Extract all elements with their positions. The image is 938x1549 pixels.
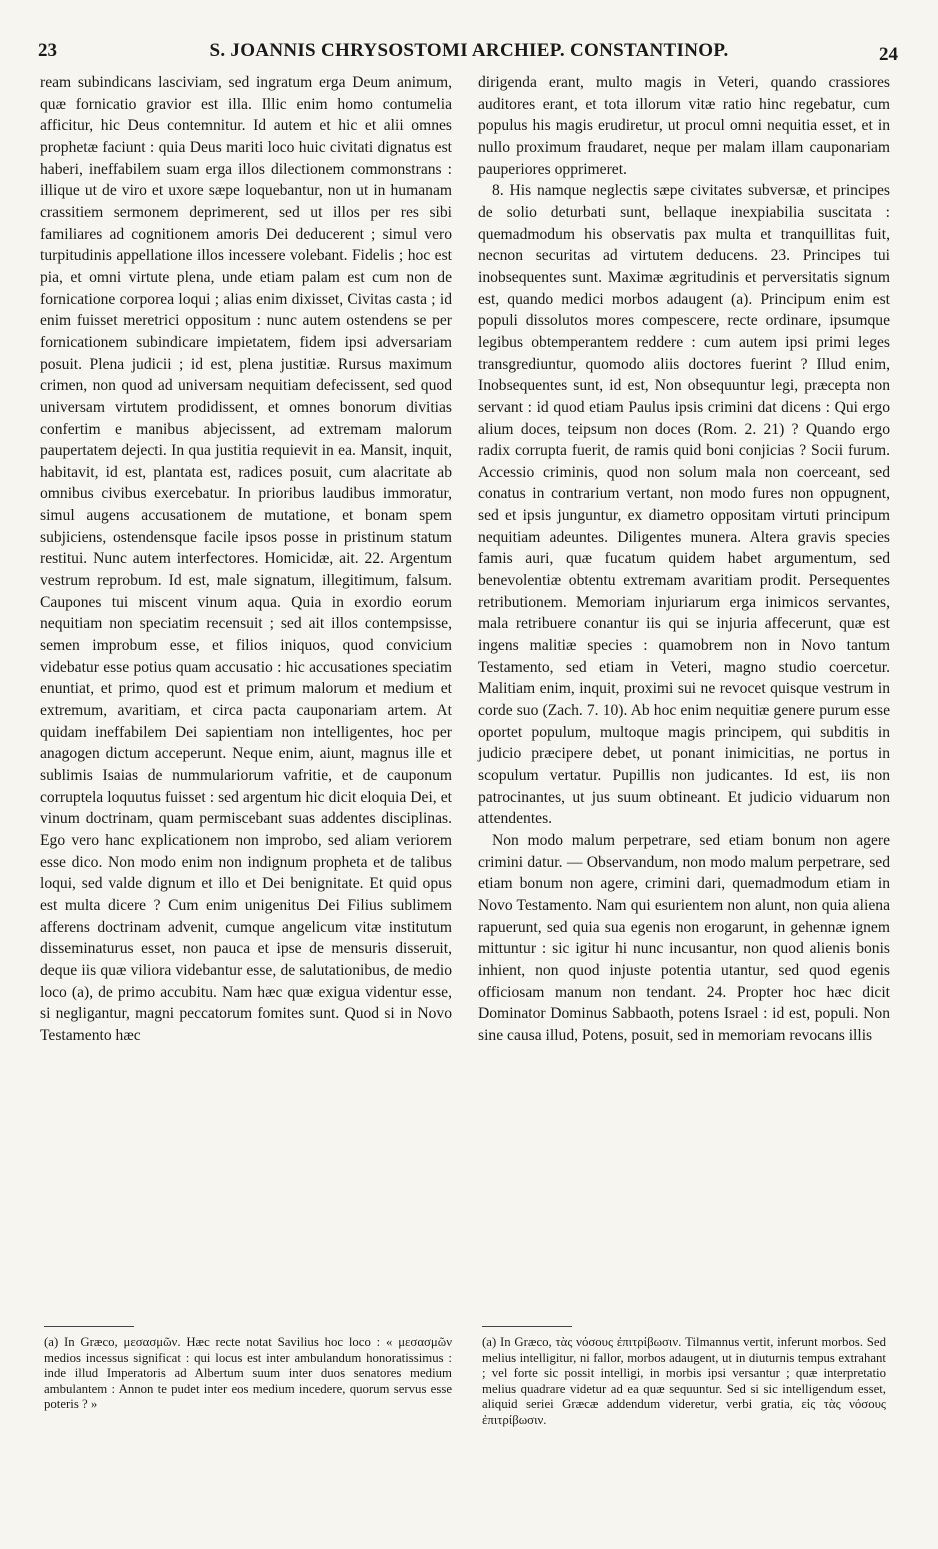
footnote-right: (a) In Græco, τὰς νόσους ἐπιτρίβωσιν. Tilmannus vertit, inferunt morbos. Sed melius intelligitur, ni fallor, morbos adaugent, ut in diuturnis tempus extrahant ; vel forte sic possit intelligi, in morbis ipsi versantur ; quæ interpretatio melius quadrare videtur ad ea quæ sequuntur. Sed si sic intelligendum esset, aliquid seriei Græcæ addendum videretur, verbi gratia, εἰς τὰς νόσους ἐπιτρίβωσιν. [482, 1335, 886, 1427]
left-column [40, 72, 452, 1047]
right-paragraph-2: 8. His namque neglectis sæpe civitates subversæ, et principes de solio deturbati sunt, bellaque inexpiabilia suscitata : quemadmodum his observatis pax multa et tranquillitas fuit, necnon securitas ad virtutem deducens. 23. Principes tui inobsequentes sunt. Maximæ ægritudinis et perversitatis signum est, quando medici morbos adaugent (a). Principum enim est populi dissolutos mores compescere, recte ordinare, ipsumque legibus obtemperantem reddere : cum autem ipsi primi leges transgrediuntur, quomodo aliis doctores fuerint ? Illud enim, Inobsequentes sunt, id est, Non obsequuntur legi, præcepta non servant : id quod etiam Paulus ipsis crimini dat dicens : Qui ergo alium doces, teipsum non doces (Rom. 2. 21) ? Quando ergo radix corrupta fuerit, de ramis quid boni conjicias ? Socii furum. Accessio criminis, quod non solum mala non coerceant, sed conatus in contrarium vertant, non modo fures non oppugnent, sed et ipsis junguntur, ex diametro oppositam virtuti principum nequitiam adeuntes. Diligentes munera. Altera gravis species famis auri, quæ fucatum quidem habet argumentum, sed benevolentiæ obtentu extremam avaritiam prodit. Persequentes retributionem. Memoriam injuriarum erga inimicos servantes, mala retribuere conantur iis qui se injuria affecerunt, quæ est ingens malitiæ species : quamobrem non in Novo tantum Testamento, sed etiam in Veteri, magno studio coercetur. Malitiam enim, inquit, proximi sui ne revocet quisque vestrum in corde suo (Zach. 7. 10). Ab hoc enim nequitiæ genere purum esse oportet populum, multoque magis principem, qui subditis in judicio præcipere debet, ut ponant inimicitias, ne portus in scopulum vertatur. Pupillis non judicantes. Id est, iis non patrocinantes, ut jus suum obtineant. Et judicio viduarum non attendentes. [478, 182, 890, 828]
page-number-left: 23 [38, 40, 57, 61]
footnote-left: (a) In Græco, μεσασμῶν. Hæc recte notat Savilius hoc loco : « μεσασμῶν medios incessus significat : qui locus est inter ambulandum honoratissimus : inde illud Imperatoris ad Albertum suum inter duos senatores medium ambulantem : Annon te pudet inter eos medium incedere, quorum servus esse poteris ? » [44, 1335, 452, 1411]
page-number-right: 24 [879, 44, 898, 65]
footnote-rule-right [482, 1326, 572, 1327]
right-paragraph-1: dirigenda erant, multo magis in Veteri, quando crassiores auditores erant, et tota illorum vitæ ratio hinc regebatur, cum populus his magis erudiretur, ut procul omni nequitia esset, et in nullo proximum fraudaret, neque per malam illam cauponariam pauperiores opprimeret. [478, 74, 890, 178]
running-title: S. JOANNIS CHRYSOSTOMI ARCHIEP. CONSTANTINOP. [209, 40, 729, 61]
right-column [478, 72, 890, 1047]
running-header [30, 40, 908, 70]
right-paragraph-3: Non modo malum perpetrare, sed etiam bonum non agere crimini datur. — Observandum, non modo malum perpetrare, sed etiam bonum non agere, crimini dari, quemadmodum etiam in Novo Testamento. Nam qui esurientem non alunt, non quia aliena rapuerunt, sed quia sua egenis non erogarunt, in gehennæ ignem mittuntur : sic igitur hi nunc incusantur, non quod alienis bonis inhient, non quod injuste potentia utantur, sed quod egenis officiosam manum non tendant. 24. Propter hoc hæc dicit Dominator Dominus Sabbaoth, potens Israel : id est, populi. Non sine causa illud, Potens, posuit, sed in memoriam revocans illis [478, 831, 890, 1044]
left-paragraph-1: ream subindicans lasciviam, sed ingratum erga Deum animum, quæ fornicatio gravior est illa. Illic enim homo contumelia afficitur, hic Deus contemnitur. Id autem et hic et alii omnes prophetæ faciunt : quia Deus mariti loco huic civitati dignatus est haberi, ineffabilem suam erga illos dilectionem commonstrans : illique ut de viro et uxore sæpe loquebantur, non ut in humanam crassitiem sermonem deprimerent, sed ut illos per res sibi familiares ad cognitionem amoris Dei deducerent ; simul vero turpitudinis appellatione illos incessere volebant. Fidelis ; hoc est pia, et omni virtute plena, unde etiam palam est cum non de fornicatione corporea loqui ; alias enim dixisset, Civitas casta ; id enim fuisset meretrici oppositum : nunc autem ostendens se per fornicationem subindicare impietatem, fidem ipsi adversariam posuit. Plena judicii ; id est, plena justitiæ. Rursus maximum crimen, non quod ad universam nequitiam defecissent, sed quod universam virtutem prodidissent, et omnes bonorum divitias confertim e manibus abjecissent, ad extremam malorum paupertatem dejecti. In qua justitia requievit in ea. Mansit, inquit, habitavit, id est, plantata est, radices posuit, cum alacritate ab omnibus civibus exercebatur. In prioribus laudibus immoratur, simul augens accusationem de mutatione, et bonam spem subjiciens, ostendensque facile ipsos posse in pristinum statum restitui. Nunc autem interfectores. Homicidæ, ait. 22. Argentum vestrum reprobum. Id est, male signatum, illegitimum, falsum. Caupones tui miscent vinum aqua. Quia in exordio eorum nequitiam non speciatim recensuit ; sed ait illos contempsisse, semen improbum esse, et filios iniquos, quod convicium videbatur esse potius quam accusatio : hic accusationes speciatim enuntiat, et primo, quod est et primum malorum et medium et extremum, avaritiam, et circa pacta cauponariam artem. At quidam ineffabilem Dei sapientiam non intelligentes, hoc per anagogen dictum acceperunt. Neque enim, aiunt, magnus ille et sublimis Isaias de nummulariorum vafritie, et de cauponum corruptela loquutus fuisset : sed argentum hic dicit eloquia Dei, et vinum doctrinam, quam permiscebant suas addentes disciplinas. Ego vero hanc explicationem non improbo, sed aliam veriorem esse dico. Non modo enim non indignum propheta et de talibus loqui, sed valde dignum et illo et Dei benignitate. Et quid opus est multa dicere ? Cum enim unigenitus Dei Filius sublimem afferens doctrinam advenit, cumque angelicum vitæ institutum disseminaturus esset, non pauca et ipse de mensuris disseruit, deque iis quæ viliora videbantur esse, de salutationibus, de medio loco (a), de primo accubitu. Nam hæc quæ exigua videntur esse, si negligantur, magni peccatorum fomites sunt. Quod si in Novo Testamento hæc [40, 74, 452, 1044]
footnote-rule-left [44, 1326, 134, 1327]
